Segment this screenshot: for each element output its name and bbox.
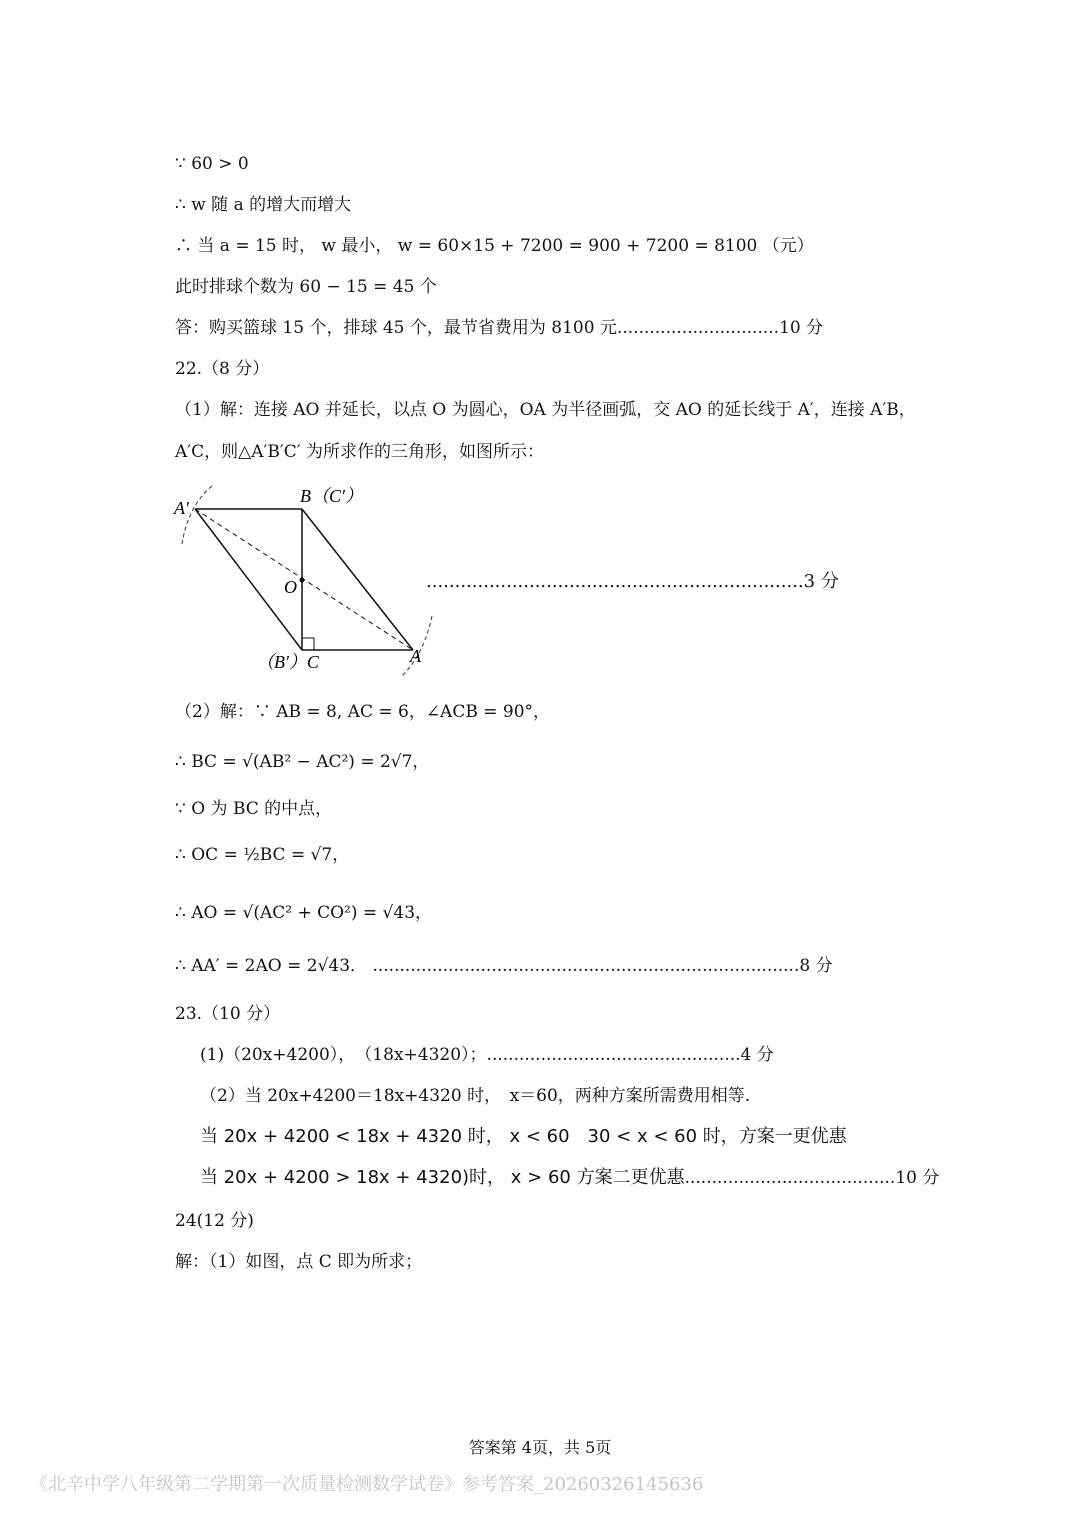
point-o: [300, 578, 305, 583]
q23-part4-text: 当 20x + 4200 > 18x + 4320)时， x > 60 方案二更优惠: [200, 1167, 685, 1188]
aa-text: ∴ AA′ = 2AO = 2√43．: [175, 956, 368, 976]
dot-leader: ..................................................................: [426, 571, 804, 592]
q22-midpoint: ∵ O 为 BC 的中点，: [175, 799, 333, 819]
dot-leader: ...............................................: [486, 1045, 741, 1065]
watermark: 《北辛中学八年级第二学期第一次质量检测数学试卷》参考答案_20260326145636: [30, 1474, 704, 1495]
q22-oc: ∴ OC = ½BC = √7，: [175, 845, 350, 865]
q22-aa: [175, 954, 833, 978]
line-5: [175, 316, 823, 340]
page-footer: 答案第 4页，共 5页: [468, 1438, 612, 1457]
q22-part1-line2: A′C，则△A′B′C′ 为所求作的三角形，如图所示：: [175, 442, 544, 462]
q22-figure-score: [426, 570, 839, 594]
q23-part1: [200, 1043, 774, 1067]
score: 10 分: [895, 1168, 940, 1188]
score: 10 分: [779, 318, 824, 338]
answer-text: 答：购买篮球 15 个，排球 45 个，最节省费用为 8100 元: [175, 318, 617, 338]
score: 3 分: [803, 571, 839, 592]
q23-part1-text: (1)（20x+4200）， （18x+4320）；: [200, 1045, 487, 1065]
score: 8 分: [799, 956, 833, 976]
segment-b-a: [302, 509, 413, 650]
line-2: ∴ w 随 a 的增大而增大: [175, 195, 352, 215]
dot-leader: ..............................: [616, 318, 780, 338]
q22-part1-line1: （1）解：连接 AO 并延长，以点 O 为圆心，OA 为半径画弧，交 AO 的延长线于 A′，连接 A′B，: [175, 400, 916, 420]
label-a-prime: A′: [174, 498, 189, 518]
q23-part2: （2）当 20x+4200＝18x+4320 时， x＝60，两种方案所需费用相等.: [200, 1086, 751, 1106]
q24-heading: 24(12 分): [175, 1211, 254, 1231]
dot-leader: .......................................: [684, 1168, 896, 1188]
q22-heading: 22.（8 分）: [175, 359, 270, 379]
q22-part2: （2）解：∵ AB = 8, AC = 6，∠ACB = 90°，: [175, 702, 551, 722]
right-angle-mark: [302, 638, 314, 650]
q24-part1: 解：（1）如图，点 C 即为所求；: [175, 1252, 423, 1272]
q22-ao: ∴ AO = √(AC² + CO²) = √43，: [175, 903, 433, 923]
label-b: B（C′）: [300, 486, 363, 506]
line-3: ∴ 当 a = 15 时， w 最小， w = 60×15 + 7200 = 900 + 7200 = 8100 （元）: [175, 236, 814, 256]
score: 4 分: [740, 1045, 774, 1065]
label-bc: （B′）C: [256, 652, 319, 672]
q23-heading: 23.（10 分）: [175, 1004, 281, 1024]
dot-leader: ...............................................................................: [367, 956, 800, 976]
q23-part4: [200, 1166, 939, 1190]
line-4: 此时排球个数为 60 − 15 = 45 个: [175, 277, 437, 297]
q23-part3: 当 20x + 4200 < 18x + 4320 时， x < 60 30 < x < 60 时，方案一更优惠: [200, 1126, 847, 1147]
label-a: A: [410, 646, 421, 666]
label-o: O: [284, 577, 297, 597]
q22-bc: ∴ BC = √(AB² − AC²) = 2√7，: [175, 752, 430, 772]
line-1: ∵ 60 > 0: [175, 154, 249, 174]
